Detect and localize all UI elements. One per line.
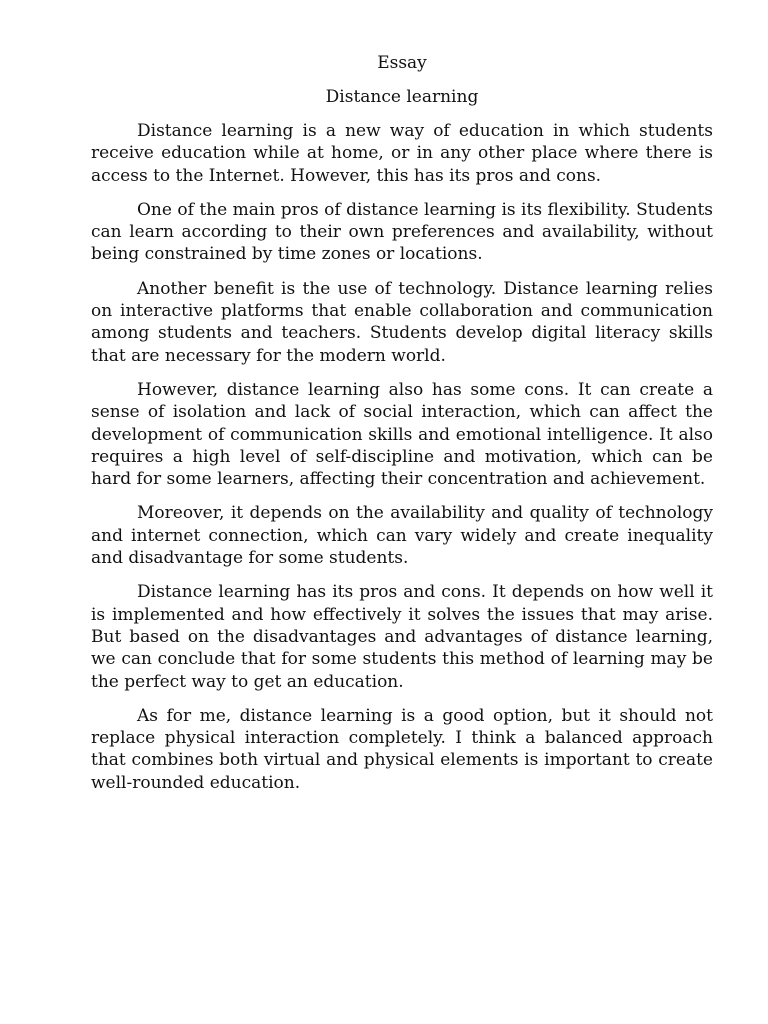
paragraph-4: However, distance learning also has some cons. It can create a sense of isolation and lack of social interaction, which can affect the development of communication skills and emotional intelligence. It also requires a high level of self-discipline and motivation, which can be hard for some learners, affecting their concentration and achievement. <box>91 379 713 490</box>
document-body <box>91 52 713 794</box>
document-title: Essay <box>377 53 427 73</box>
document-subtitle: Distance learning <box>325 87 479 107</box>
paragraph-5: Moreover, it depends on the availability and quality of technology and internet connection, which can vary widely and create inequality and disadvantage for some students. <box>91 503 713 569</box>
paragraph-7: As for me, distance learning is a good option, but it should not replace physical interaction completely. I think a balanced approach that combines both virtual and physical elements is important to create well-rounded education. <box>91 705 713 793</box>
paragraph-6: Distance learning has its pros and cons. It depends on how well it is implemented and how effectively it solves the issues that may arise. But based on the disadvantages and advantages of distance learning, we can conclude that for some students this method of learning may be the perfect way to get an education. <box>91 582 713 692</box>
paragraph-1: Distance learning is a new way of education in which students receive education while at home, or in any other place where there is access to the Internet. However, this has its pros and cons. <box>91 121 713 186</box>
paragraph-2: One of the main pros of distance learning is its flexibility. Students can learn according to their own preferences and availability, without being constrained by time zones or locations. <box>91 199 713 265</box>
paragraph-3: Another benefit is the use of technology. Distance learning relies on interactive platforms that enable collaboration and communication among students and teachers. Students develop digital literacy skills that are necessary for the modern world. <box>91 278 713 366</box>
